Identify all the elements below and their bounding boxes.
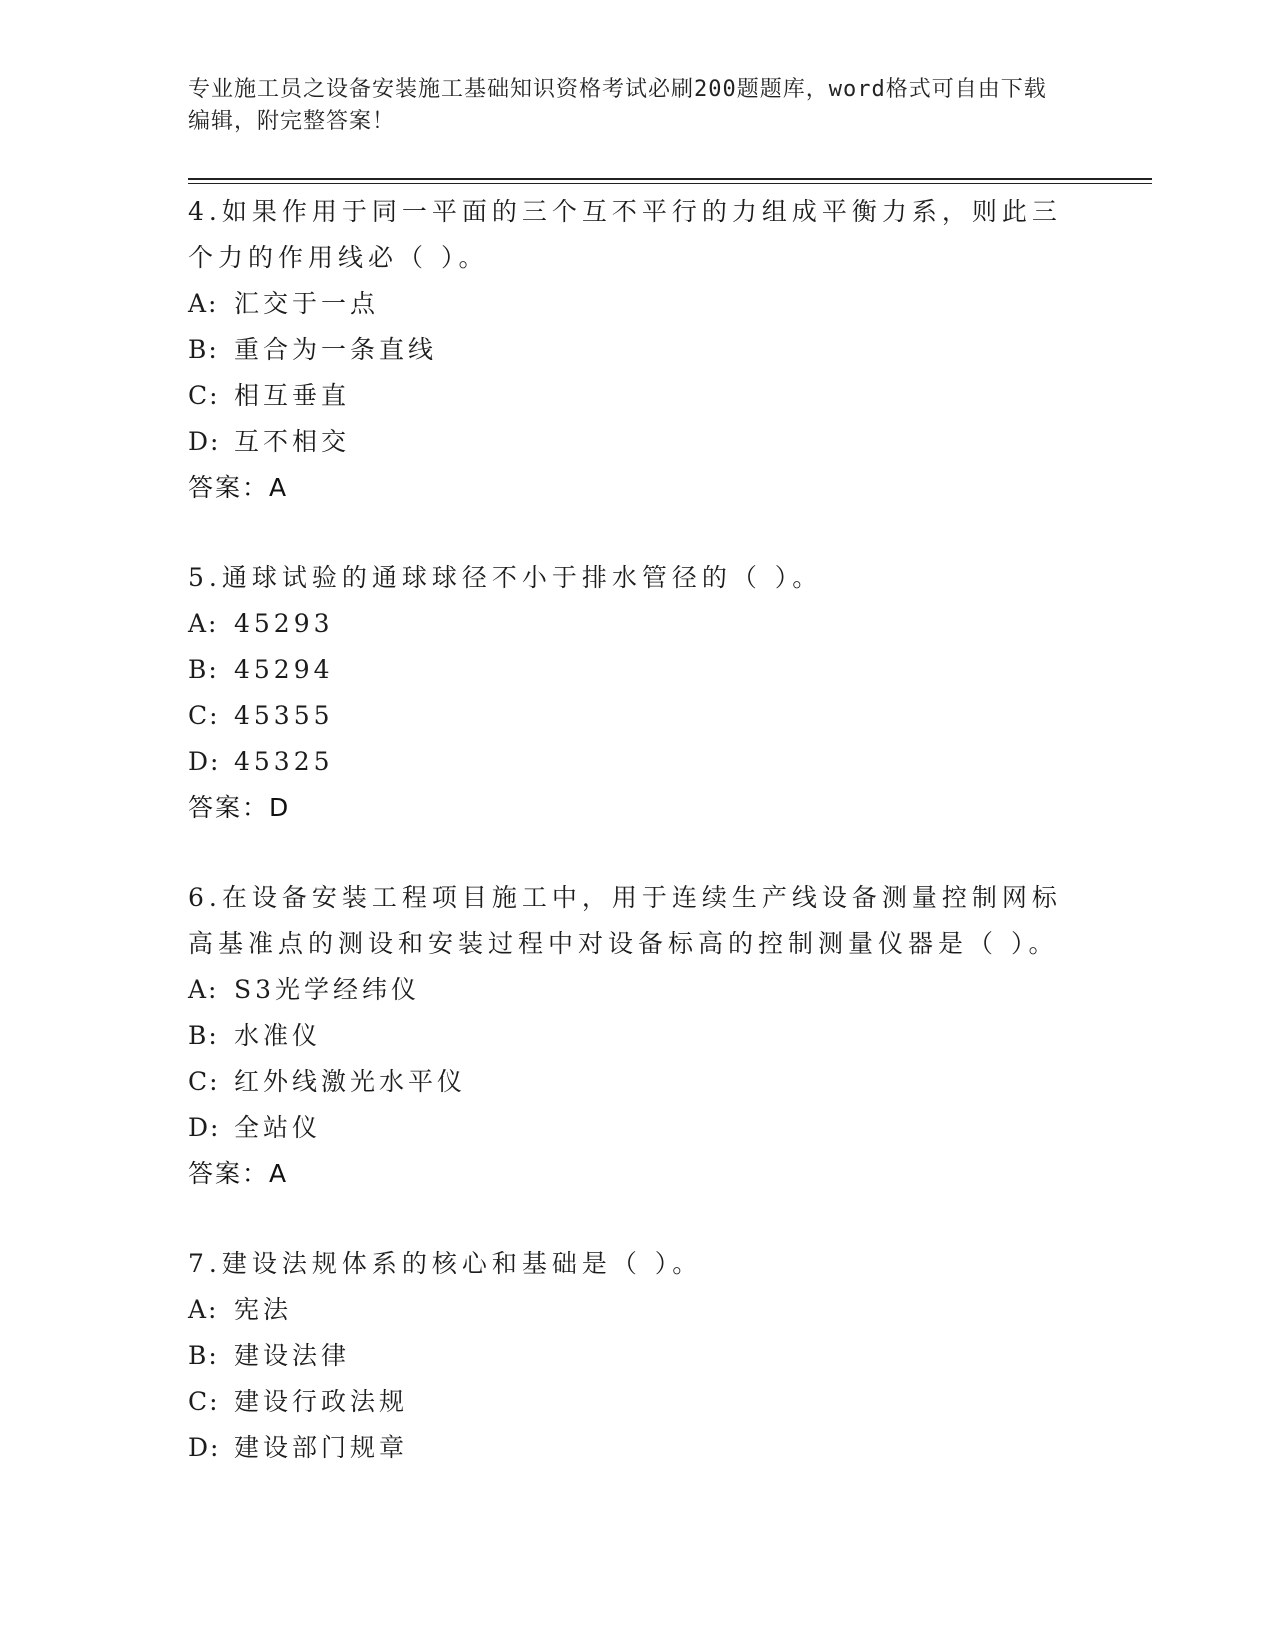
question-5	[188, 555, 1088, 831]
header-rule-thin	[188, 183, 1152, 184]
question-6	[188, 875, 1088, 1197]
option-c	[188, 1379, 1088, 1425]
option-letter: B:	[188, 335, 219, 364]
option-letter: A:	[188, 609, 219, 638]
option-b	[188, 1333, 1088, 1379]
option-text: 45294	[234, 655, 334, 684]
option-letter: C:	[188, 381, 220, 410]
option-c	[188, 693, 1088, 739]
option-b	[188, 1013, 1088, 1059]
option-c	[188, 1059, 1088, 1105]
option-text: S3光学经纬仪	[234, 975, 421, 1004]
option-text: 45293	[234, 609, 334, 638]
document-intro: 专业施工员之设备安装施工基础知识资格考试必刷200题题库，word格式可自由下载编辑，附完整答案！	[188, 77, 1047, 134]
option-letter: B:	[188, 1341, 219, 1370]
option-letter: B:	[188, 655, 219, 684]
option-a	[188, 601, 1088, 647]
option-text: 水准仪	[234, 1021, 322, 1050]
option-text: 红外线激光水平仪	[234, 1067, 467, 1096]
option-a	[188, 281, 1088, 327]
question-text: 5.通球试验的通球球径不小于排水管径的（ ）。	[188, 563, 823, 592]
question-text: 4.如果作用于同一平面的三个互不平行的力组成平衡力系，则此三个力的作用线必（ ）。	[188, 197, 1062, 272]
option-letter: A:	[188, 289, 219, 318]
option-d	[188, 739, 1088, 785]
question-text: 6.在设备安装工程项目施工中，用于连续生产线设备测量控制网标高基准点的测设和安装过程中对设备标高的控制测量仪器是（ ）。	[188, 883, 1062, 958]
option-text: 相互垂直	[234, 381, 351, 410]
question-7	[188, 1241, 1088, 1471]
option-letter: C:	[188, 1067, 220, 1096]
option-d	[188, 1105, 1088, 1151]
option-text: 建设法律	[234, 1341, 351, 1370]
question-4	[188, 189, 1088, 511]
option-text: 全站仪	[234, 1113, 322, 1142]
question-list	[188, 189, 1088, 1515]
option-d	[188, 419, 1088, 465]
option-text: 宪法	[234, 1295, 293, 1324]
option-d	[188, 1425, 1088, 1471]
option-a	[188, 1287, 1088, 1333]
option-letter: C:	[188, 1387, 220, 1416]
header-rule-thick	[188, 178, 1152, 180]
option-text: 建设行政法规	[234, 1387, 409, 1416]
answer-line: 答案：D	[188, 793, 291, 822]
option-text: 重合为一条直线	[234, 335, 438, 364]
option-letter: D:	[188, 1113, 221, 1142]
answer-line: 答案：A	[188, 473, 289, 502]
option-letter: A:	[188, 975, 219, 1004]
option-a	[188, 967, 1088, 1013]
option-letter: A:	[188, 1295, 219, 1324]
option-letter: B:	[188, 1021, 219, 1050]
option-text: 汇交于一点	[234, 289, 380, 318]
option-text: 建设部门规章	[234, 1433, 409, 1462]
option-letter: D:	[188, 1433, 221, 1462]
option-text: 45355	[234, 701, 334, 730]
question-text: 7.建设法规体系的核心和基础是（ ）。	[188, 1249, 703, 1278]
option-letter: D:	[188, 427, 221, 456]
option-text: 45325	[234, 747, 334, 776]
option-b	[188, 327, 1088, 373]
option-b	[188, 647, 1088, 693]
option-letter: C:	[188, 701, 220, 730]
answer-line: 答案：A	[188, 1159, 289, 1188]
option-letter: D:	[188, 747, 221, 776]
option-c	[188, 373, 1088, 419]
option-text: 互不相交	[234, 427, 351, 456]
